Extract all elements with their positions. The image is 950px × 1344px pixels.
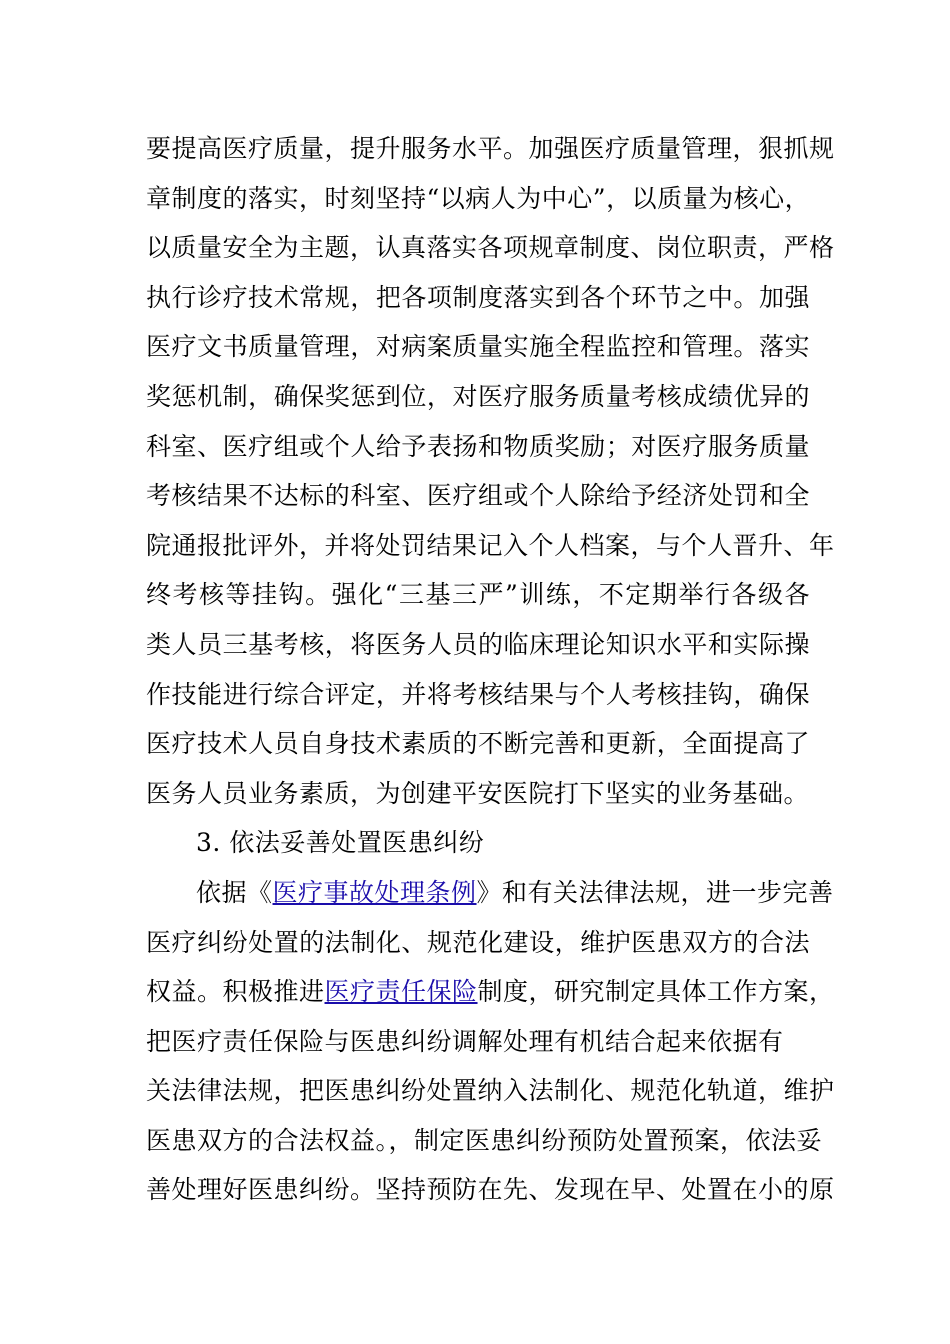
text-line <box>146 967 835 1017</box>
paragraph-quality-management <box>146 124 835 818</box>
text-line: 医疗技术人员自身技术素质的不断完善和更新，全面提高了 <box>146 729 810 759</box>
text-line: 把医疗责任保险与医患纠纷调解处理有机结合起来依据有 <box>146 1026 784 1056</box>
section-heading: 3. 依法妥善处置医患纠纷 <box>196 828 485 858</box>
text-line: 考核结果不达标的科室、医疗组或个人除给予经济处罚和全 <box>146 481 810 511</box>
text-line <box>146 868 834 918</box>
text-line: 章制度的落实，时刻坚持“以病人为中心”，以质量为核心， <box>146 183 811 213</box>
link-medical-accident-regulations[interactable]: 医疗事故处理条例 <box>272 877 477 907</box>
text-line: 医疗文书质量管理，对病案质量实施全程监控和管理。落实 <box>146 332 810 362</box>
text-line: 执行诊疗技术常规，把各项制度落实到各个环节之中。加强 <box>146 282 810 312</box>
text-line: 医疗纠纷处置的法制化、规范化建设，维护医患双方的合法 <box>146 927 810 957</box>
text-line: 善处理好医患纠纷。坚持预防在先、发现在早、处置在小的原 <box>146 1175 835 1205</box>
text-line: 院通报批评外，并将处罚结果记入个人档案，与个人晋升、年 <box>146 530 835 560</box>
link-medical-liability-insurance[interactable]: 医疗责任保险 <box>324 977 478 1007</box>
text-segment: 依据《 <box>196 877 273 907</box>
text-line: 医务人员业务素质，为创建平安医院打下坚实的业务基础。 <box>146 778 810 808</box>
text-line: 关法律法规，把医患纠纷处置纳入法制化、规范化轨道，维护 <box>146 1076 835 1106</box>
paragraph-dispute-handling <box>146 868 835 1215</box>
text-line: 医患双方的合法权益。，制定医患纠纷预防处置预案，依法妥 <box>146 1125 823 1155</box>
text-line: 要提高医疗质量，提升服务水平。加强医疗质量管理，狠抓规 <box>146 134 835 163</box>
text-line: 以质量安全为主题，认真落实各项规章制度、岗位职责，严格 <box>146 233 835 263</box>
text-segment: 制度，研究制定具体工作方案， <box>477 977 835 1007</box>
text-line: 类人员三基考核，将医务人员的临床理论知识水平和实际操 <box>146 629 810 659</box>
text-segment: 权益。积极推进 <box>146 977 325 1007</box>
text-line: 终考核等挂钩。强化“三基三严”训练，不定期举行各级各 <box>146 580 810 610</box>
text-segment: 》和有关法律法规，进一步完善 <box>476 877 834 907</box>
text-line: 科室、医疗组或个人给予表扬和物质奖励；对医疗服务质量 <box>146 431 810 461</box>
document-body <box>146 124 835 1215</box>
text-line: 奖惩机制，确保奖惩到位，对医疗服务质量考核成绩优异的 <box>146 381 810 411</box>
text-line: 作技能进行综合评定，并将考核结果与个人考核挂钩，确保 <box>146 679 810 709</box>
